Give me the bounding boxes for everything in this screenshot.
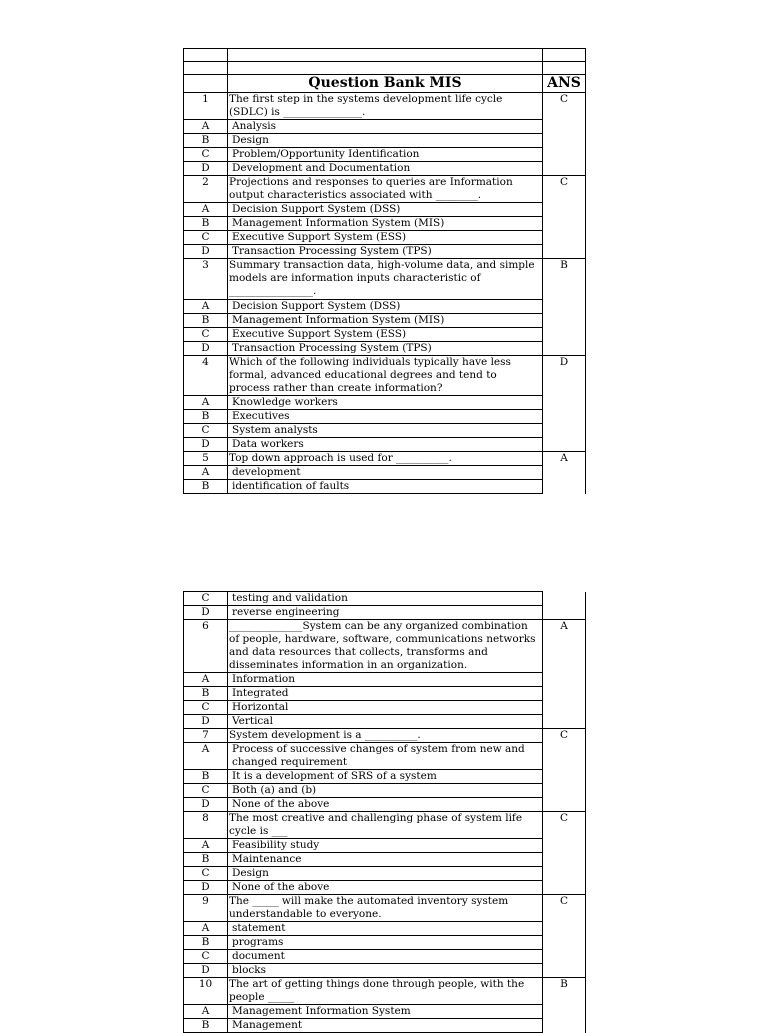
question-text: The art of getting things done through people, with the people _____ <box>228 978 543 1005</box>
option-row <box>184 701 586 715</box>
answer-key: A <box>543 452 586 466</box>
option-text: System analysts <box>228 424 543 438</box>
answer-key: C <box>543 895 586 922</box>
option-text: Knowledge workers <box>228 396 543 410</box>
option-row <box>184 480 586 494</box>
option-row <box>184 936 586 950</box>
option-row <box>184 396 586 410</box>
option-text: Integrated <box>228 687 543 701</box>
option-row <box>184 1005 586 1019</box>
option-text: identification of faults <box>228 480 543 494</box>
answer-key: B <box>543 259 586 300</box>
option-row <box>184 784 586 798</box>
option-text: It is a development of SRS of a system <box>228 770 543 784</box>
option-text: Maintenance <box>228 853 543 867</box>
option-text: Process of successive changes of system from new and changed requirement <box>228 743 543 770</box>
option-letter: B <box>184 480 228 494</box>
question-sheet-page-1 <box>183 48 585 494</box>
option-letter: D <box>184 245 228 259</box>
option-row <box>184 1019 586 1033</box>
option-letter: C <box>184 424 228 438</box>
option-text: Information <box>228 673 543 687</box>
option-letter: C <box>184 701 228 715</box>
page-title: Question Bank MIS <box>228 75 543 93</box>
option-text: testing and validation <box>228 592 543 606</box>
option-text: Executives <box>228 410 543 424</box>
question-row <box>184 895 586 922</box>
option-text: Design <box>228 134 543 148</box>
option-letter: D <box>184 964 228 978</box>
question-text: System development is a __________. <box>228 729 543 743</box>
question-number: 5 <box>184 452 228 466</box>
option-row <box>184 798 586 812</box>
option-row <box>184 687 586 701</box>
blank-row <box>184 62 586 75</box>
option-row <box>184 438 586 452</box>
question-table <box>183 48 586 494</box>
option-letter: C <box>184 328 228 342</box>
option-row <box>184 867 586 881</box>
header-row <box>184 75 586 93</box>
option-letter: B <box>184 314 228 328</box>
option-text: Management Information System (MIS) <box>228 314 543 328</box>
question-sheet-page-2 <box>183 591 585 1033</box>
option-text: Feasibility study <box>228 839 543 853</box>
option-text: Management <box>228 1019 543 1033</box>
option-row <box>184 245 586 259</box>
option-row <box>184 342 586 356</box>
option-text: Development and Documentation <box>228 162 543 176</box>
option-text: development <box>228 466 543 480</box>
option-text: Both (a) and (b) <box>228 784 543 798</box>
option-text: Management Information System (MIS) <box>228 217 543 231</box>
answer-key: C <box>543 93 586 120</box>
question-number: 8 <box>184 812 228 839</box>
question-number: 7 <box>184 729 228 743</box>
question-text: Summary transaction data, high-volume data, and simple models are information inputs characteristic of ________________. <box>228 259 543 300</box>
option-letter: A <box>184 673 228 687</box>
question-text: Projections and responses to queries are Information output characteristics associated with ________. <box>228 176 543 203</box>
option-letter: A <box>184 922 228 936</box>
option-letter: B <box>184 853 228 867</box>
option-letter: C <box>184 592 228 606</box>
option-letter: A <box>184 466 228 480</box>
question-number: 6 <box>184 620 228 673</box>
option-text: Data workers <box>228 438 543 452</box>
question-table <box>183 591 586 1033</box>
option-row <box>184 314 586 328</box>
option-letter: D <box>184 715 228 729</box>
option-text: statement <box>228 922 543 936</box>
question-number: 4 <box>184 356 228 396</box>
option-letter: B <box>184 1019 228 1033</box>
option-letter: C <box>184 950 228 964</box>
question-row <box>184 176 586 203</box>
option-row <box>184 134 586 148</box>
option-letter: D <box>184 881 228 895</box>
option-letter: B <box>184 410 228 424</box>
option-letter: A <box>184 300 228 314</box>
option-text: programs <box>228 936 543 950</box>
option-text: None of the above <box>228 881 543 895</box>
option-letter: D <box>184 798 228 812</box>
option-letter: A <box>184 1005 228 1019</box>
option-row <box>184 950 586 964</box>
option-letter: B <box>184 217 228 231</box>
option-letter: B <box>184 134 228 148</box>
option-letter: A <box>184 396 228 410</box>
option-text: document <box>228 950 543 964</box>
option-row <box>184 217 586 231</box>
question-row <box>184 812 586 839</box>
option-letter: B <box>184 936 228 950</box>
option-text: Horizontal <box>228 701 543 715</box>
question-text: The first step in the systems development life cycle (SDLC) is _______________. <box>228 93 543 120</box>
option-letter: A <box>184 743 228 770</box>
option-text: Executive Support System (ESS) <box>228 328 543 342</box>
question-row <box>184 93 586 120</box>
question-number: 2 <box>184 176 228 203</box>
question-row <box>184 978 586 1005</box>
option-row <box>184 715 586 729</box>
option-text: None of the above <box>228 798 543 812</box>
question-number: 10 <box>184 978 228 1005</box>
option-row <box>184 853 586 867</box>
question-row <box>184 729 586 743</box>
option-text: Transaction Processing System (TPS) <box>228 342 543 356</box>
option-row <box>184 606 586 620</box>
option-text: Management Information System <box>228 1005 543 1019</box>
option-text: reverse engineering <box>228 606 543 620</box>
option-row <box>184 410 586 424</box>
answer-key: C <box>543 176 586 203</box>
option-row <box>184 148 586 162</box>
option-row <box>184 743 586 770</box>
option-letter: A <box>184 120 228 134</box>
option-text: Analysis <box>228 120 543 134</box>
question-text: Which of the following individuals typically have less formal, advanced educational degrees and tend to process rather than create information? <box>228 356 543 396</box>
option-letter: C <box>184 867 228 881</box>
option-letter: C <box>184 231 228 245</box>
blank-row <box>184 49 586 62</box>
option-text: Design <box>228 867 543 881</box>
option-row <box>184 592 586 606</box>
option-letter: C <box>184 148 228 162</box>
question-text: The _____ will make the automated inventory system understandable to everyone. <box>228 895 543 922</box>
question-number: 1 <box>184 93 228 120</box>
ans-header: ANS <box>543 75 586 93</box>
option-letter: D <box>184 342 228 356</box>
option-row <box>184 770 586 784</box>
option-letter: C <box>184 784 228 798</box>
option-text: Decision Support System (DSS) <box>228 300 543 314</box>
option-row <box>184 328 586 342</box>
question-text: Top down approach is used for __________. <box>228 452 543 466</box>
question-number: 9 <box>184 895 228 922</box>
question-row <box>184 259 586 300</box>
option-row <box>184 231 586 245</box>
option-row <box>184 881 586 895</box>
option-row <box>184 162 586 176</box>
option-row <box>184 300 586 314</box>
option-text: Vertical <box>228 715 543 729</box>
option-letter: B <box>184 770 228 784</box>
option-row <box>184 964 586 978</box>
question-row <box>184 620 586 673</box>
question-number: 3 <box>184 259 228 300</box>
answer-key: D <box>543 356 586 396</box>
option-text: Problem/Opportunity Identification <box>228 148 543 162</box>
option-text: Transaction Processing System (TPS) <box>228 245 543 259</box>
option-letter: D <box>184 606 228 620</box>
answer-key: B <box>543 978 586 1005</box>
option-text: Decision Support System (DSS) <box>228 203 543 217</box>
option-letter: B <box>184 687 228 701</box>
option-letter: D <box>184 438 228 452</box>
answer-key: C <box>543 729 586 743</box>
option-row <box>184 673 586 687</box>
question-row <box>184 452 586 466</box>
option-row <box>184 466 586 480</box>
option-row <box>184 120 586 134</box>
answer-key: C <box>543 812 586 839</box>
option-letter: A <box>184 203 228 217</box>
option-text: blocks <box>228 964 543 978</box>
option-row <box>184 839 586 853</box>
question-row <box>184 356 586 396</box>
option-letter: D <box>184 162 228 176</box>
option-row <box>184 922 586 936</box>
option-row <box>184 424 586 438</box>
answer-key: A <box>543 620 586 673</box>
option-row <box>184 203 586 217</box>
option-letter: A <box>184 839 228 853</box>
option-text: Executive Support System (ESS) <box>228 231 543 245</box>
question-text: The most creative and challenging phase of system life cycle is ___ <box>228 812 543 839</box>
question-text: ______________System can be any organized combination of people, hardware, software, communications networks and data resources that collects, transforms and disseminates information in an organization. <box>228 620 543 673</box>
